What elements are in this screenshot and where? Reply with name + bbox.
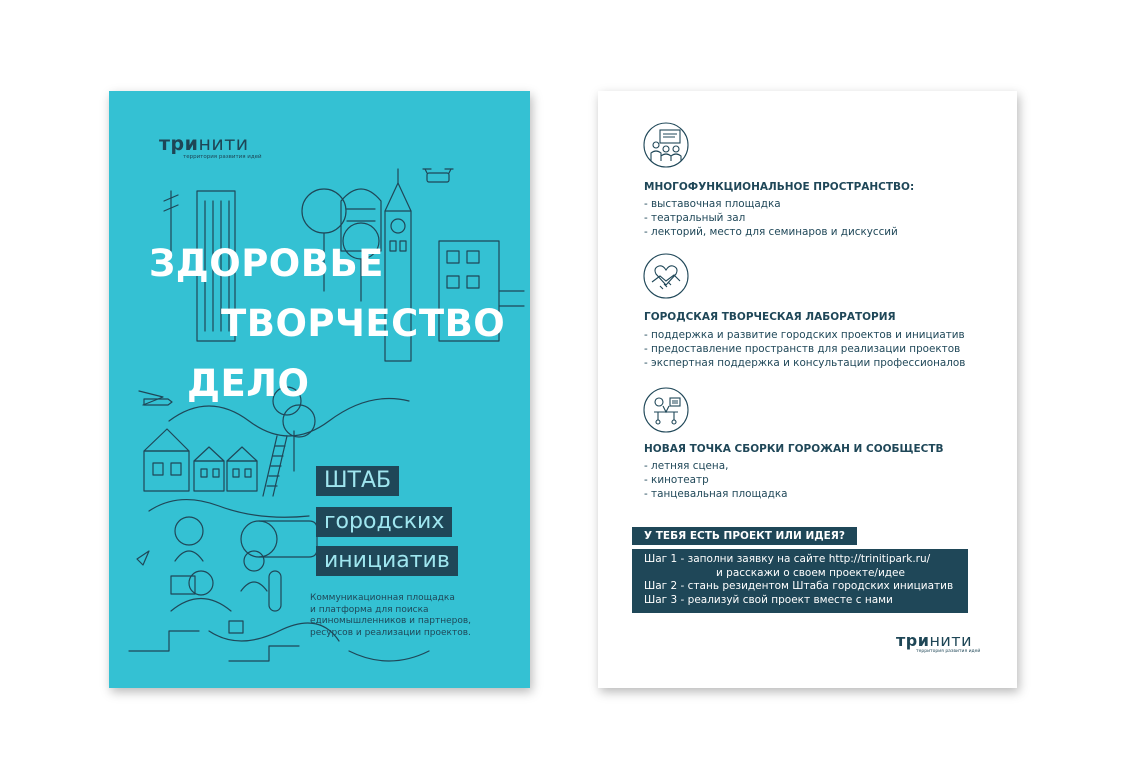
description-line: и платформа для поиска xyxy=(310,604,429,615)
headline-word-creativity: ТВОРЧЕСТВО xyxy=(221,302,506,345)
logo-tri: три xyxy=(159,133,199,155)
headline-word-health: ЗДОРОВЬЕ xyxy=(149,242,384,285)
logo-niti: нити xyxy=(198,133,249,155)
list-item: - лекторий, место для семинаров и дискуссий xyxy=(644,226,898,238)
list-item: - предоставление пространств для реализации проектов xyxy=(644,343,961,355)
headline-word-business: ДЕЛО xyxy=(187,362,310,405)
logo-tagline: территория развития идей xyxy=(183,154,262,160)
front-flyer xyxy=(109,91,530,688)
description-line: Коммуникационная площадка xyxy=(310,593,455,603)
list-item: - танцевальная площадка xyxy=(644,488,788,500)
section-title-laboratory: ГОРОДСКАЯ ТВОРЧЕСКАЯ ЛАБОРАТОРИЯ xyxy=(644,311,896,323)
presentation-audience-icon xyxy=(642,121,690,169)
hq-label-line-2: городских xyxy=(316,507,452,537)
front-description xyxy=(310,593,520,639)
step-3: Шаг 3 - реализуй свой проект вместе с нами xyxy=(644,593,893,606)
step-1-continued: и расскажи о своем проекте/идее xyxy=(716,566,905,579)
logo-niti: нити xyxy=(929,631,973,650)
hq-label-line-3: инициатив xyxy=(316,546,458,576)
front-logo xyxy=(159,133,262,160)
back-logo xyxy=(896,631,980,654)
cta-title: У ТЕБЯ ЕСТЬ ПРОЕКТ ИЛИ ИДЕЯ? xyxy=(632,527,857,545)
section-title-multifunctional: МНОГОФУНКЦИОНАЛЬНОЕ ПРОСТРАНСТВО: xyxy=(644,181,915,193)
step-2: Шаг 2 - стань резидентом Штаба городских инициатив xyxy=(644,580,954,592)
section-list-laboratory xyxy=(644,328,965,370)
back-flyer xyxy=(598,91,1017,688)
description-line: ресурсов и реализации проектов. xyxy=(310,627,471,638)
gathering-point-icon xyxy=(642,386,690,434)
logo-tagline: территория развития идей xyxy=(916,649,981,654)
section-title-gathering: НОВАЯ ТОЧКА СБОРКИ ГОРОЖАН И СООБЩЕСТВ xyxy=(644,443,944,455)
description-line: единомышленников и партнеров, xyxy=(310,616,472,626)
list-item: - кинотеатр xyxy=(644,474,709,486)
list-item: - театральный зал xyxy=(644,212,746,224)
section-list-multifunctional xyxy=(644,197,898,239)
list-item: - выставочная площадка xyxy=(644,198,781,210)
handshake-heart-icon xyxy=(642,252,690,300)
steps-box xyxy=(632,549,968,613)
list-item: - экспертная поддержка и консультации профессионалов xyxy=(644,357,966,369)
logo-tri: три xyxy=(896,631,930,650)
hq-label-line-1: ШТАБ xyxy=(316,466,399,496)
list-item: - поддержка и развитие городских проектов и инициатив xyxy=(644,329,965,341)
step-1: Шаг 1 - заполни заявку на сайте http://trinitipark.ru/ xyxy=(644,553,931,565)
section-list-gathering xyxy=(644,459,787,501)
list-item: - летняя сцена, xyxy=(644,460,729,472)
